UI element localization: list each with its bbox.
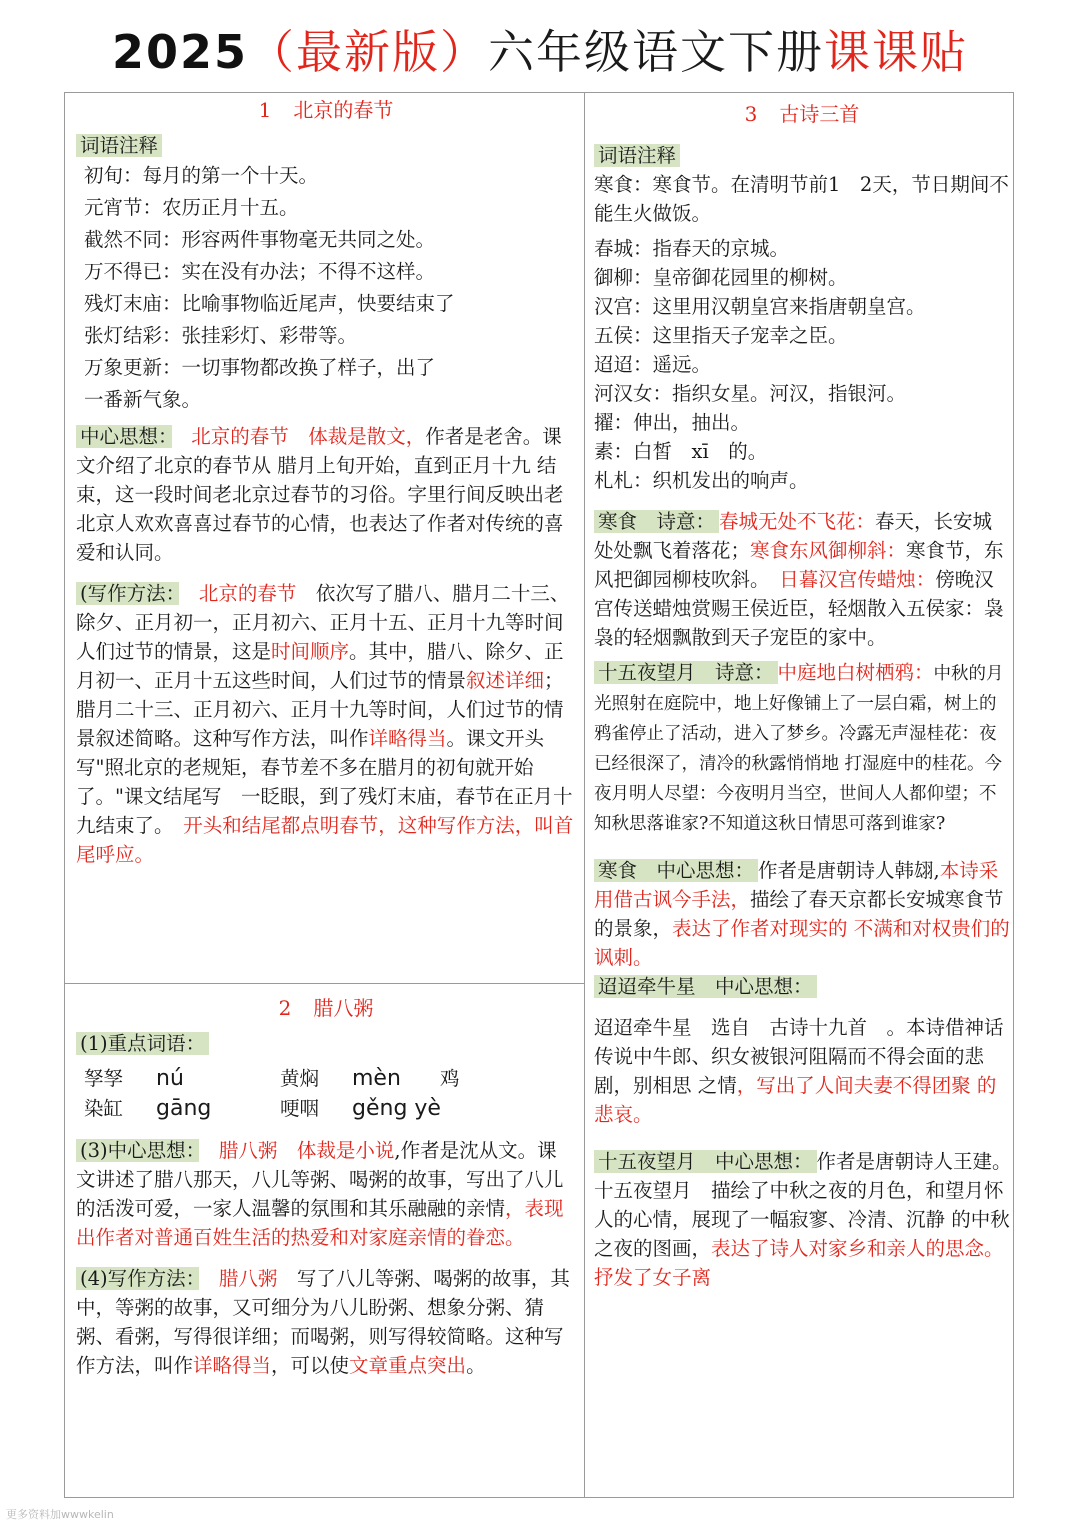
- vocab-item: 截然不同：形容两件事物毫无共同之处。: [84, 228, 436, 251]
- shiwu-theme: 十五夜望月 中心思想： 作者是唐朝诗人王建。 十五夜望月 描绘了中秋之夜的月色，和望月怀人的心情，展现了一幅寂寥、冷清、沉静 的中秋之夜的图画，表达了诗人对家乡和亲人的思念。抒发了女子离: [594, 1150, 1022, 1289]
- vocab-item: 万象更新：一切事物都改换了样子，出了: [84, 356, 436, 379]
- lesson2-words-row: 孥孥 nú 黄焖 mèn 鸡: [84, 1066, 460, 1091]
- vocab-item: 御柳：皇帝御花园里的柳树。: [594, 266, 848, 289]
- vocab-item: 五侯：这里指天子宠幸之臣。: [594, 324, 848, 347]
- footer-note: 更多资料加wwwkelin: [6, 1508, 114, 1521]
- vocab-item: 札札：织机发出的响声。: [594, 469, 809, 492]
- lesson2-title: 2 腊八粥: [278, 996, 374, 1020]
- lesson2-words-row: 染缸 gāng 哽咽 gěng yè: [84, 1096, 441, 1121]
- lesson2-theme: (3)中心思想： 腊八粥 体裁是小说,作者是沈从文。课文讲述了腊八那天，八儿等粥、喝粥的故事，写出了八儿的活泼可爱，一家人温馨的氛围和其乐融融的亲情，表现出作者对普通百姓生活的热爱和对家庭亲情的眷恋。: [76, 1139, 564, 1249]
- lesson3-section: [594, 100, 1022, 1292]
- lesson3-vocab-list: [594, 170, 1010, 495]
- lesson1-title: 1 北京的春节: [258, 98, 394, 122]
- vocab-item: 迢迢：遥远。: [594, 353, 712, 376]
- lesson3-vocab-heading: 词语注释: [594, 144, 680, 167]
- section-divider: [64, 983, 585, 984]
- page-title: [0, 22, 1080, 82]
- lesson1-vocab-heading: 词语注释: [76, 134, 162, 157]
- vocab-item: 残灯末庙：比喻事物临近尾声，快要结束了: [84, 292, 455, 315]
- vocab-item: 张灯结彩：张挂彩灯、彩带等。: [84, 324, 358, 347]
- lesson1-section: [76, 96, 576, 869]
- title-year: 2025: [111, 25, 249, 79]
- lesson2-section: [76, 994, 576, 1380]
- vocab-item: 汉宫：这里用汉朝皇宫来指唐朝皇宫。: [594, 295, 926, 318]
- lesson1-vocab-list: [76, 160, 576, 416]
- hanshi-theme: 寒食 中心思想： 作者是唐朝诗人韩翃,本诗采用借古讽今手法，描绘了春天京都长安城寒食节的景象，表达了作者对现实的 不满和对权贵们的讽刺。: [594, 859, 1010, 969]
- column-divider: [584, 92, 585, 1498]
- vocab-item: 一番新气象。: [84, 388, 202, 411]
- vocab-item: 河汉女：指织女星。河汉，指银河。: [594, 382, 907, 405]
- vocab-item: 擢：伸出，抽出。: [594, 411, 751, 434]
- lesson3-title: 3 古诗三首: [744, 102, 860, 126]
- vocab-item: 素：白皙 xī 的。: [594, 440, 768, 463]
- tiaotiao-theme-label: 迢迢牵牛星 中心思想：: [594, 975, 817, 998]
- shiwu-meaning: 十五夜望月 诗意： 中庭地白树栖鸦：中秋的月光照射在庭院中，地上好像铺上了一层白霜，树上的鸦雀停止了活动，进入了梦乡。冷露无声湿桂花：夜已经很深了，清冷的秋露悄悄地 打湿庭中的桂花。今夜月明人尽望：今夜明月当空，世间人人都仰望；不知秋思落谁家?不知道这秋日情思可落到谁家?: [594, 661, 1004, 834]
- lesson2-words-label: (1)重点词语：: [76, 1032, 209, 1055]
- tiaotiao-theme: 迢迢牵牛星 选自 古诗十九首 。本诗借神话传说中牛郎、织女被银河阻隔而不得会面的悲剧，别相思 之情，写出了人间夫妻不得团聚 的悲哀。: [594, 1016, 1004, 1126]
- vocab-item: 寒食：寒食节。在清明节前1 2天，节日期间不能生火做饭。: [594, 173, 1009, 225]
- title-subject: 六年级语文下册: [488, 25, 825, 79]
- title-brand: 课课贴: [824, 25, 969, 79]
- vocab-item: 万不得已：实在没有办法；不得不这样。: [84, 260, 436, 283]
- title-edition: （最新版）: [248, 25, 489, 79]
- vocab-item: 元宵节：农历正月十五。: [84, 196, 299, 219]
- vocab-item: 初旬：每月的第一个十天。: [84, 164, 319, 187]
- lesson2-method: (4)写作方法： 腊八粥 写了八儿等粥、喝粥的故事，其中，等粥的故事，又可细分为八儿盼粥、想象分粥、猜粥、看粥，写得很详细；而喝粥，则写得较简略。这种写作方法，叫作详略得当，可以使文章重点突出。: [76, 1267, 570, 1377]
- lesson1-method: (写作方法： 北京的春节 依次写了腊八、腊月二十三、除夕、正月初一，正月初六、正月十五、正月十九等时间人们过节的情景，这是时间顺序。其中，腊八、除夕、正月初一、正月十五这些时间，人们过节的情景叙述详细；腊月二十三、正月初六、正月十九等时间，人们过节的情景叙述简略。这种写作方法，叫作详略得当。课文开头写"照北京的老规矩，春节差不多在腊月的初旬就开始了。"课文结尾写 一眨眼，到了残灯末庙，春节在正月十九结束了。 开头和结尾都点明春节，这种写作方法，叫首尾呼应。: [76, 582, 574, 866]
- lesson1-theme: 中心思想： 北京的春节 体裁是散文，作者是老舍。课文介绍了北京的春节从 腊月上旬开始，直到正月十九 结束，这一段时间老北京过春节的习俗。字里行间反映出老北京人欢欢喜喜过春节的心情，也表达了作者对传统的喜爱和认同。: [76, 425, 564, 564]
- vocab-item: 春城：指春天的京城。: [594, 237, 790, 260]
- hanshi-meaning: 寒食 诗意： 春城无处不飞花：春天，长安城处处飘飞着落花；寒食东风御柳斜：寒食节，东风把御园柳枝吹斜。 日暮汉宫传蜡烛：傍晚汉宫传送蜡烛赏赐王侯近臣，轻烟散入五侯家：袅袅的轻烟飘散到天子宠臣的家中。: [594, 510, 1004, 649]
